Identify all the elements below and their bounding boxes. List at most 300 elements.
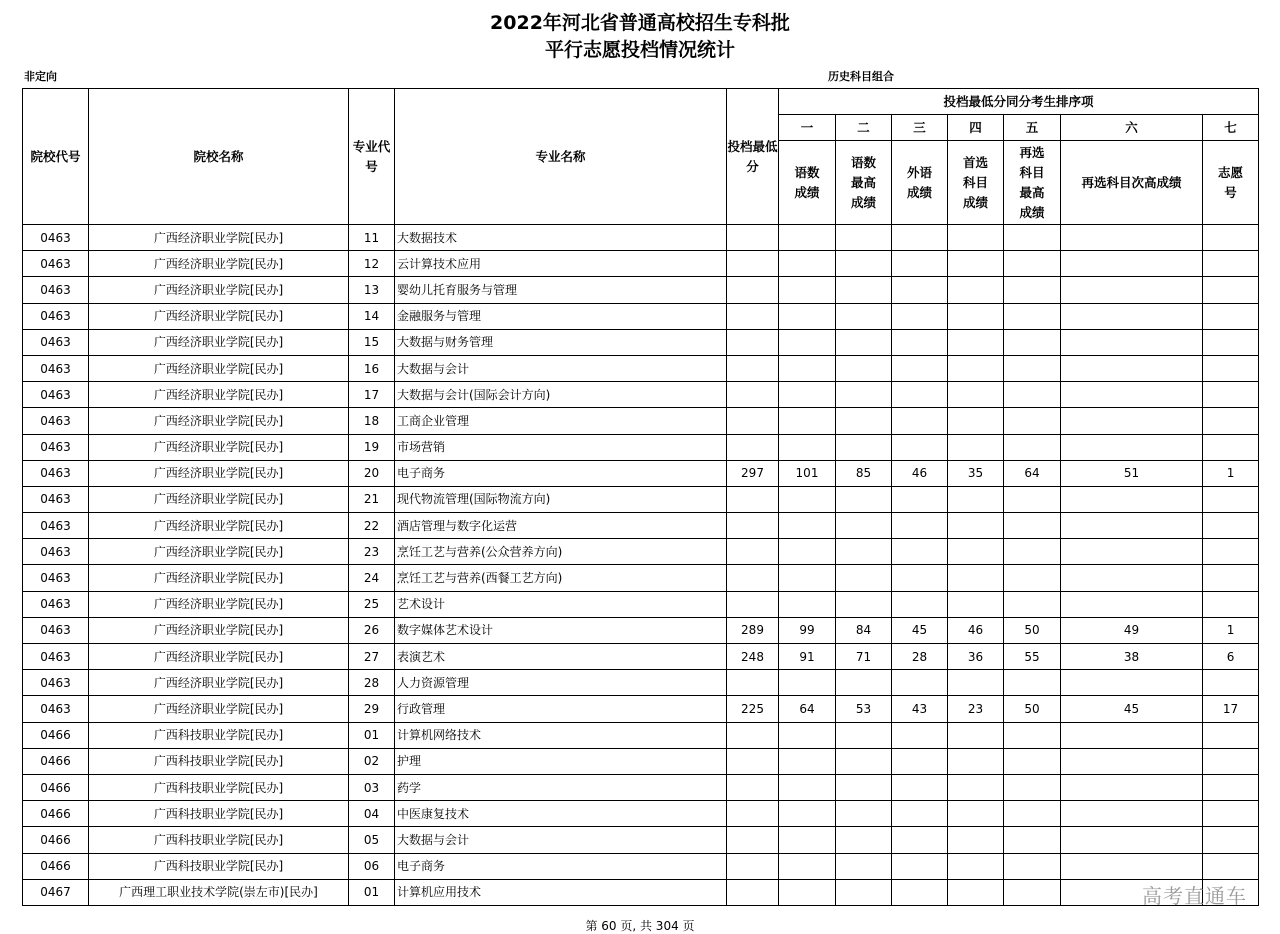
table-cell: [727, 565, 779, 591]
table-cell: [779, 539, 836, 565]
table-cell: [948, 827, 1004, 853]
table-cell: [727, 355, 779, 381]
table-cell: [1203, 225, 1259, 251]
table-cell: 0463: [23, 565, 89, 591]
document-subtitle: 平行志愿投档情况统计: [544, 39, 735, 61]
table-cell: 38: [1061, 644, 1203, 670]
table-cell: 大数据与会计: [395, 827, 727, 853]
table-cell: 12: [349, 251, 395, 277]
header-rank: 六: [1061, 115, 1203, 141]
table-cell: [1004, 251, 1061, 277]
table-cell: 人力资源管理: [395, 670, 727, 696]
table-cell: [779, 591, 836, 617]
table-cell: 0467: [23, 879, 89, 905]
header-rank: 二: [836, 115, 892, 141]
table-cell: [727, 539, 779, 565]
table-cell: [836, 591, 892, 617]
table-cell: 45: [892, 617, 948, 643]
table-cell: [892, 355, 948, 381]
table-cell: 酒店管理与数字化运营: [395, 513, 727, 539]
table-cell: [1203, 434, 1259, 460]
table-cell: [779, 382, 836, 408]
header-rank: 七: [1203, 115, 1259, 141]
table-cell: 电子商务: [395, 853, 727, 879]
table-cell: [1061, 513, 1203, 539]
table-cell: [1004, 355, 1061, 381]
table-cell: 0463: [23, 539, 89, 565]
table-cell: [727, 251, 779, 277]
table-cell: [836, 355, 892, 381]
table-cell: [948, 774, 1004, 800]
table-cell: 广西经济职业学院[民办]: [89, 382, 349, 408]
table-row: [23, 748, 1259, 774]
table-cell: [1004, 591, 1061, 617]
table-cell: 0466: [23, 774, 89, 800]
table-cell: [1203, 853, 1259, 879]
table-row: [23, 696, 1259, 722]
table-cell: 35: [948, 460, 1004, 486]
table-cell: 婴幼儿托育服务与管理: [395, 277, 727, 303]
table-cell: [779, 486, 836, 512]
table-cell: 27: [349, 644, 395, 670]
table-cell: [948, 513, 1004, 539]
table-cell: 0463: [23, 251, 89, 277]
table-row: [23, 591, 1259, 617]
header-sub: 语数最高成绩: [836, 141, 892, 225]
table-cell: [948, 277, 1004, 303]
table-cell: 0463: [23, 355, 89, 381]
header-sub: 外语成绩: [892, 141, 948, 225]
table-cell: [1004, 303, 1061, 329]
table-cell: [1004, 827, 1061, 853]
table-cell: 01: [349, 722, 395, 748]
table-cell: [836, 486, 892, 512]
table-cell: 0466: [23, 853, 89, 879]
table-cell: [1203, 408, 1259, 434]
table-row: [23, 722, 1259, 748]
table-cell: 广西科技职业学院[民办]: [89, 853, 349, 879]
table-cell: [948, 303, 1004, 329]
table-cell: 数字媒体艺术设计: [395, 617, 727, 643]
table-cell: [1203, 303, 1259, 329]
table-cell: [1004, 670, 1061, 696]
table-cell: 84: [836, 617, 892, 643]
header-min-score: 投档最低分: [727, 89, 779, 225]
table-cell: 计算机网络技术: [395, 722, 727, 748]
table-cell: [1203, 277, 1259, 303]
table-cell: [892, 827, 948, 853]
table-cell: [948, 565, 1004, 591]
table-cell: [1004, 408, 1061, 434]
table-cell: 广西经济职业学院[民办]: [89, 486, 349, 512]
table-cell: [1061, 774, 1203, 800]
table-cell: [1203, 748, 1259, 774]
table-cell: [1203, 722, 1259, 748]
table-cell: [727, 670, 779, 696]
table-cell: 0463: [23, 696, 89, 722]
table-cell: [836, 434, 892, 460]
table-cell: [1061, 565, 1203, 591]
table-cell: [892, 486, 948, 512]
table-cell: 25: [349, 591, 395, 617]
table-cell: [892, 748, 948, 774]
header-rank: 三: [892, 115, 948, 141]
table-cell: [892, 801, 948, 827]
table-cell: 广西经济职业学院[民办]: [89, 408, 349, 434]
table-cell: [1004, 382, 1061, 408]
table-cell: 广西经济职业学院[民办]: [89, 591, 349, 617]
table-cell: [779, 355, 836, 381]
table-cell: [1061, 539, 1203, 565]
table-cell: 46: [948, 617, 1004, 643]
table-cell: [948, 801, 1004, 827]
table-cell: [1203, 565, 1259, 591]
table-row: [23, 355, 1259, 381]
table-cell: 22: [349, 513, 395, 539]
table-cell: [779, 748, 836, 774]
table-cell: [892, 277, 948, 303]
table-cell: 电子商务: [395, 460, 727, 486]
table-row: [23, 801, 1259, 827]
table-cell: [1004, 774, 1061, 800]
table-cell: 广西经济职业学院[民办]: [89, 277, 349, 303]
table-cell: [1203, 486, 1259, 512]
table-cell: [779, 801, 836, 827]
table-cell: [1061, 853, 1203, 879]
table-cell: [948, 853, 1004, 879]
plan-type-label: 非定向: [24, 70, 57, 83]
table-cell: [1004, 565, 1061, 591]
table-cell: [836, 329, 892, 355]
header-major-name: 专业名称: [395, 89, 727, 225]
header-sub: 首选科目成绩: [948, 141, 1004, 225]
table-cell: [779, 434, 836, 460]
table-cell: [727, 853, 779, 879]
table-cell: 36: [948, 644, 1004, 670]
table-cell: 45: [1061, 696, 1203, 722]
table-row: [23, 408, 1259, 434]
table-cell: 21: [349, 486, 395, 512]
table-cell: [1004, 277, 1061, 303]
table-cell: [1004, 853, 1061, 879]
table-cell: 297: [727, 460, 779, 486]
table-cell: 225: [727, 696, 779, 722]
table-cell: [727, 277, 779, 303]
table-cell: 广西科技职业学院[民办]: [89, 827, 349, 853]
table-cell: [948, 722, 1004, 748]
table-cell: [1061, 225, 1203, 251]
table-cell: [836, 722, 892, 748]
table-cell: 1: [1203, 460, 1259, 486]
table-cell: 20: [349, 460, 395, 486]
table-cell: 0463: [23, 277, 89, 303]
table-cell: [948, 251, 1004, 277]
table-cell: 50: [1004, 696, 1061, 722]
table-cell: 23: [349, 539, 395, 565]
table-cell: 71: [836, 644, 892, 670]
table-cell: [1004, 722, 1061, 748]
table-cell: 11: [349, 225, 395, 251]
table-cell: 248: [727, 644, 779, 670]
document-title: 2022年河北省普通高校招生专科批: [490, 12, 790, 34]
table-cell: 广西经济职业学院[民办]: [89, 434, 349, 460]
table-cell: 0463: [23, 486, 89, 512]
table-cell: [727, 486, 779, 512]
table-cell: 广西经济职业学院[民办]: [89, 539, 349, 565]
table-cell: [892, 591, 948, 617]
table-cell: 46: [892, 460, 948, 486]
table-cell: 49: [1061, 617, 1203, 643]
table-cell: [727, 303, 779, 329]
table-cell: [892, 225, 948, 251]
header-major-code: 专业代号: [349, 89, 395, 225]
table-cell: 99: [779, 617, 836, 643]
table-cell: 广西经济职业学院[民办]: [89, 329, 349, 355]
table-cell: [1061, 591, 1203, 617]
table-cell: 23: [948, 696, 1004, 722]
table-cell: [1203, 774, 1259, 800]
table-cell: 0466: [23, 722, 89, 748]
table-cell: [1004, 434, 1061, 460]
table-cell: [1203, 539, 1259, 565]
table-cell: 市场营销: [395, 434, 727, 460]
table-cell: 广西科技职业学院[民办]: [89, 748, 349, 774]
table-cell: [727, 801, 779, 827]
table-cell: 0463: [23, 644, 89, 670]
table-cell: [892, 853, 948, 879]
table-cell: [727, 408, 779, 434]
table-cell: [892, 539, 948, 565]
table-cell: 广西经济职业学院[民办]: [89, 355, 349, 381]
table-cell: 0463: [23, 460, 89, 486]
table-row: [23, 539, 1259, 565]
table-cell: 01: [349, 879, 395, 905]
table-cell: 广西科技职业学院[民办]: [89, 722, 349, 748]
header-tiebreak-group: 投档最低分同分考生排序项: [779, 89, 1259, 115]
table-cell: 04: [349, 801, 395, 827]
table-cell: [836, 670, 892, 696]
table-row: [23, 277, 1259, 303]
table-cell: [779, 513, 836, 539]
table-cell: 广西经济职业学院[民办]: [89, 225, 349, 251]
table-cell: [727, 225, 779, 251]
table-body: [23, 225, 1259, 906]
table-cell: 05: [349, 827, 395, 853]
table-cell: [1061, 486, 1203, 512]
admission-table: [22, 88, 1259, 906]
table-cell: 43: [892, 696, 948, 722]
table-row: [23, 670, 1259, 696]
table-cell: [1061, 827, 1203, 853]
table-cell: [948, 225, 1004, 251]
table-cell: 广西经济职业学院[民办]: [89, 251, 349, 277]
table-cell: 17: [1203, 696, 1259, 722]
table-cell: [1061, 408, 1203, 434]
table-cell: [779, 722, 836, 748]
table-cell: [1061, 382, 1203, 408]
table-cell: [779, 774, 836, 800]
table-cell: 53: [836, 696, 892, 722]
table-cell: 大数据与会计: [395, 355, 727, 381]
table-row: [23, 617, 1259, 643]
table-row: [23, 774, 1259, 800]
table-cell: [836, 539, 892, 565]
table-row: [23, 225, 1259, 251]
table-cell: [779, 225, 836, 251]
table-cell: 药学: [395, 774, 727, 800]
table-cell: 64: [1004, 460, 1061, 486]
table-cell: 计算机应用技术: [395, 879, 727, 905]
table-cell: [727, 434, 779, 460]
table-cell: [836, 748, 892, 774]
table-cell: [1004, 329, 1061, 355]
table-row: [23, 644, 1259, 670]
table-cell: [892, 382, 948, 408]
header-sub: 再选科目最高成绩: [1004, 141, 1061, 225]
table-row: [23, 486, 1259, 512]
table-cell: 现代物流管理(国际物流方向): [395, 486, 727, 512]
table-cell: [1203, 670, 1259, 696]
table-cell: 0466: [23, 827, 89, 853]
table-cell: [779, 670, 836, 696]
table-cell: [892, 722, 948, 748]
table-row: [23, 460, 1259, 486]
table-cell: 表演艺术: [395, 644, 727, 670]
table-cell: 行政管理: [395, 696, 727, 722]
table-cell: [948, 486, 1004, 512]
table-cell: [1203, 329, 1259, 355]
table-cell: 0463: [23, 408, 89, 434]
table-cell: 06: [349, 853, 395, 879]
table-cell: [727, 382, 779, 408]
table-cell: 大数据与财务管理: [395, 329, 727, 355]
table-cell: [1203, 827, 1259, 853]
table-cell: 6: [1203, 644, 1259, 670]
table-cell: [1061, 329, 1203, 355]
table-cell: 广西经济职业学院[民办]: [89, 303, 349, 329]
table-cell: 0463: [23, 225, 89, 251]
table-cell: [892, 251, 948, 277]
header-rank: 四: [948, 115, 1004, 141]
table-cell: [1061, 303, 1203, 329]
table-cell: 101: [779, 460, 836, 486]
table-cell: [1004, 801, 1061, 827]
table-cell: 02: [349, 748, 395, 774]
table-cell: 85: [836, 460, 892, 486]
table-cell: [948, 879, 1004, 905]
table-cell: 0463: [23, 434, 89, 460]
table-cell: [836, 853, 892, 879]
table-cell: [1004, 513, 1061, 539]
table-cell: [836, 225, 892, 251]
table-cell: 13: [349, 277, 395, 303]
table-cell: [892, 879, 948, 905]
header-school-code: 院校代号: [23, 89, 89, 225]
table-cell: 18: [349, 408, 395, 434]
table-cell: [1004, 225, 1061, 251]
table-cell: 17: [349, 382, 395, 408]
table-cell: 28: [892, 644, 948, 670]
table-row: [23, 565, 1259, 591]
table-row: [23, 853, 1259, 879]
table-cell: [1203, 801, 1259, 827]
table-cell: [892, 329, 948, 355]
table-cell: [836, 251, 892, 277]
table-cell: [948, 355, 1004, 381]
table-cell: [1061, 748, 1203, 774]
table-cell: [836, 827, 892, 853]
table-cell: 中医康复技术: [395, 801, 727, 827]
table-cell: [948, 434, 1004, 460]
table-cell: [1004, 486, 1061, 512]
table-row: [23, 329, 1259, 355]
table-cell: 0463: [23, 329, 89, 355]
table-cell: [836, 382, 892, 408]
table-row: [23, 513, 1259, 539]
table-cell: [836, 408, 892, 434]
table-cell: 51: [1061, 460, 1203, 486]
page-number: 第 60 页, 共 304 页: [585, 919, 695, 933]
table-cell: 28: [349, 670, 395, 696]
header-rank: 五: [1004, 115, 1061, 141]
table-cell: [892, 774, 948, 800]
table-cell: 广西经济职业学院[民办]: [89, 670, 349, 696]
table-cell: [948, 748, 1004, 774]
table-cell: [779, 879, 836, 905]
table-cell: 03: [349, 774, 395, 800]
table-cell: 64: [779, 696, 836, 722]
table-cell: 广西经济职业学院[民办]: [89, 696, 349, 722]
table-cell: [727, 591, 779, 617]
header-school-name: 院校名称: [89, 89, 349, 225]
table-cell: [727, 827, 779, 853]
table-cell: 艺术设计: [395, 591, 727, 617]
table-cell: 烹饪工艺与营养(公众营养方向): [395, 539, 727, 565]
table-cell: [892, 565, 948, 591]
table-cell: 广西科技职业学院[民办]: [89, 774, 349, 800]
table-row: [23, 827, 1259, 853]
table-cell: [779, 329, 836, 355]
table-cell: 广西经济职业学院[民办]: [89, 460, 349, 486]
table-cell: [948, 670, 1004, 696]
table-row: [23, 879, 1259, 905]
table-cell: [836, 303, 892, 329]
table-cell: [836, 879, 892, 905]
header-sub: 再选科目次高成绩: [1061, 141, 1203, 225]
header-sub: 语数成绩: [779, 141, 836, 225]
table-cell: 烹饪工艺与营养(西餐工艺方向): [395, 565, 727, 591]
table-cell: 0463: [23, 513, 89, 539]
table-cell: [1004, 539, 1061, 565]
table-cell: [1061, 722, 1203, 748]
table-cell: 29: [349, 696, 395, 722]
table-cell: [892, 670, 948, 696]
table-row: [23, 251, 1259, 277]
table-cell: [779, 408, 836, 434]
table-cell: [892, 303, 948, 329]
table-cell: [779, 303, 836, 329]
table-cell: 55: [1004, 644, 1061, 670]
table-cell: 广西科技职业学院[民办]: [89, 801, 349, 827]
table-cell: 0466: [23, 748, 89, 774]
table-row: [23, 434, 1259, 460]
watermark: 高考直通车: [1142, 884, 1247, 908]
table-cell: 0463: [23, 382, 89, 408]
table-cell: 广西经济职业学院[民办]: [89, 565, 349, 591]
table-cell: [1061, 434, 1203, 460]
table-cell: 护理: [395, 748, 727, 774]
table-cell: [836, 774, 892, 800]
